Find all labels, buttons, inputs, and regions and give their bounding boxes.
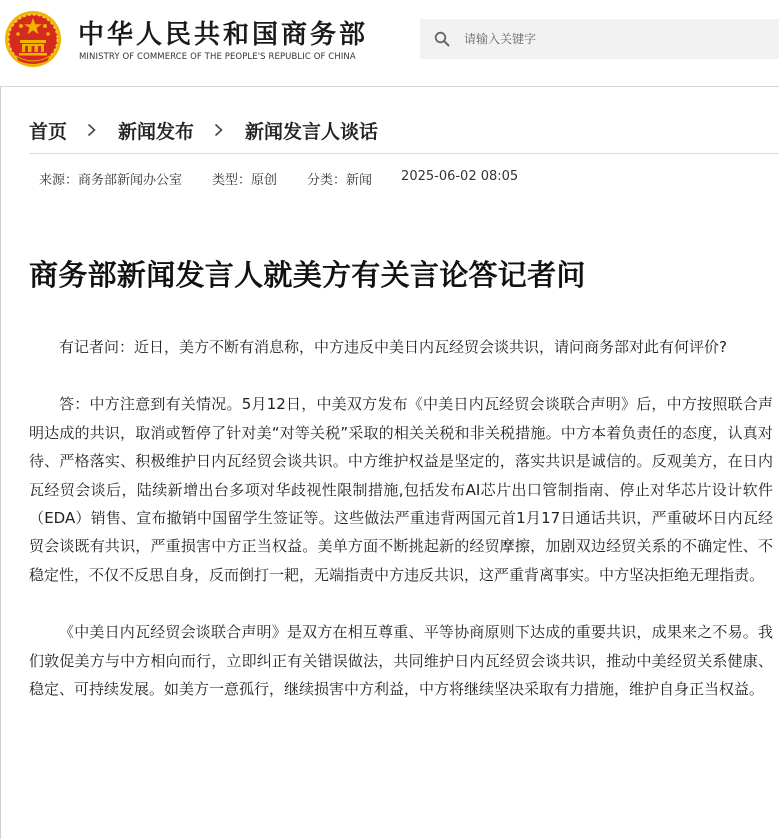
article-title: 商务部新闻发言人就美方有关言论答记者问 [29, 258, 586, 293]
chevron-right-icon [214, 123, 223, 137]
breadcrumb-divider [29, 153, 779, 154]
article-meta [39, 169, 548, 188]
breadcrumb-spokesperson-link[interactable]: 新闻发言人谈话 [245, 120, 379, 143]
breadcrumb-news-release-link[interactable]: 新闻发布 [118, 120, 195, 143]
search-box[interactable] [420, 19, 779, 59]
meta-source: 来源：商务部新闻办公室 [39, 173, 183, 188]
article-paragraph: 答：中方注意到有关情况。5月12日，中美双方发布《中美日内瓦经贸会谈联合声明》后，中方按照联合声明达成的共识，取消或暂停了针对美“对等关税”采取的相关关税和非关税措施。中方本着负责任的态度，认真对待、严格落实、积极维护日内瓦经贸会谈共识。中方维护权益是坚定的，落实共识是诚信的。反观美方，在日内瓦经贸会谈后，陆续新增出台多项对华歧视性限制措施,包括发布AI芯片出口管制指南、停止对华芯片设计软件（EDA）销售、宣布撤销中国留学生签证等。这些做法严重违背两国元首1月17日通话共识，严重破坏日内瓦经贸会谈既有共识，严重损害中方正当权益。美单方面不断挑起新的经贸摩擦，加剧双边经贸关系的不确定性、不稳定性，不仅不反思自身，反而倒打一耙，无端指责中方违反共识，这严重背离事实。中方坚决拒绝无理指责。 [29, 395, 773, 584]
search-icon[interactable] [434, 31, 450, 47]
meta-datetime: 2025-06-02 08:05 [401, 169, 519, 184]
breadcrumb [29, 115, 378, 145]
meta-category: 分类：新闻 [307, 173, 373, 188]
article-body [29, 333, 773, 732]
site-name-cn[interactable]: 中华人民共和国商务部 [78, 20, 369, 50]
site-header [0, 0, 779, 87]
site-name-en: MINISTRY OF COMMERCE OF THE PEOPLE'S REPUBLIC OF CHINA [79, 52, 356, 62]
search-input[interactable] [464, 32, 754, 46]
article-paragraph: 有记者问：近日，美方不断有消息称，中方违反中美日内瓦经贸会谈共识，请问商务部对此有何评价? [59, 338, 727, 356]
article-paragraph: 《中美日内瓦经贸会谈联合声明》是双方在相互尊重、平等协商原则下达成的重要共识，成果来之不易。我们敦促美方与中方相向而行，立即纠正有关错误做法，共同维护日内瓦经贸会谈共识，推动中美经贸关系健康、稳定、可持续发展。如美方一意孤行，继续损害中方利益，中方将继续坚决采取有力措施，维护自身正当权益。 [29, 623, 773, 699]
meta-type: 类型：原创 [212, 173, 278, 188]
chevron-right-icon [87, 123, 96, 137]
article-page [0, 87, 779, 839]
national-emblem-icon[interactable] [4, 10, 62, 68]
breadcrumb-home-link[interactable]: 首页 [29, 120, 68, 143]
